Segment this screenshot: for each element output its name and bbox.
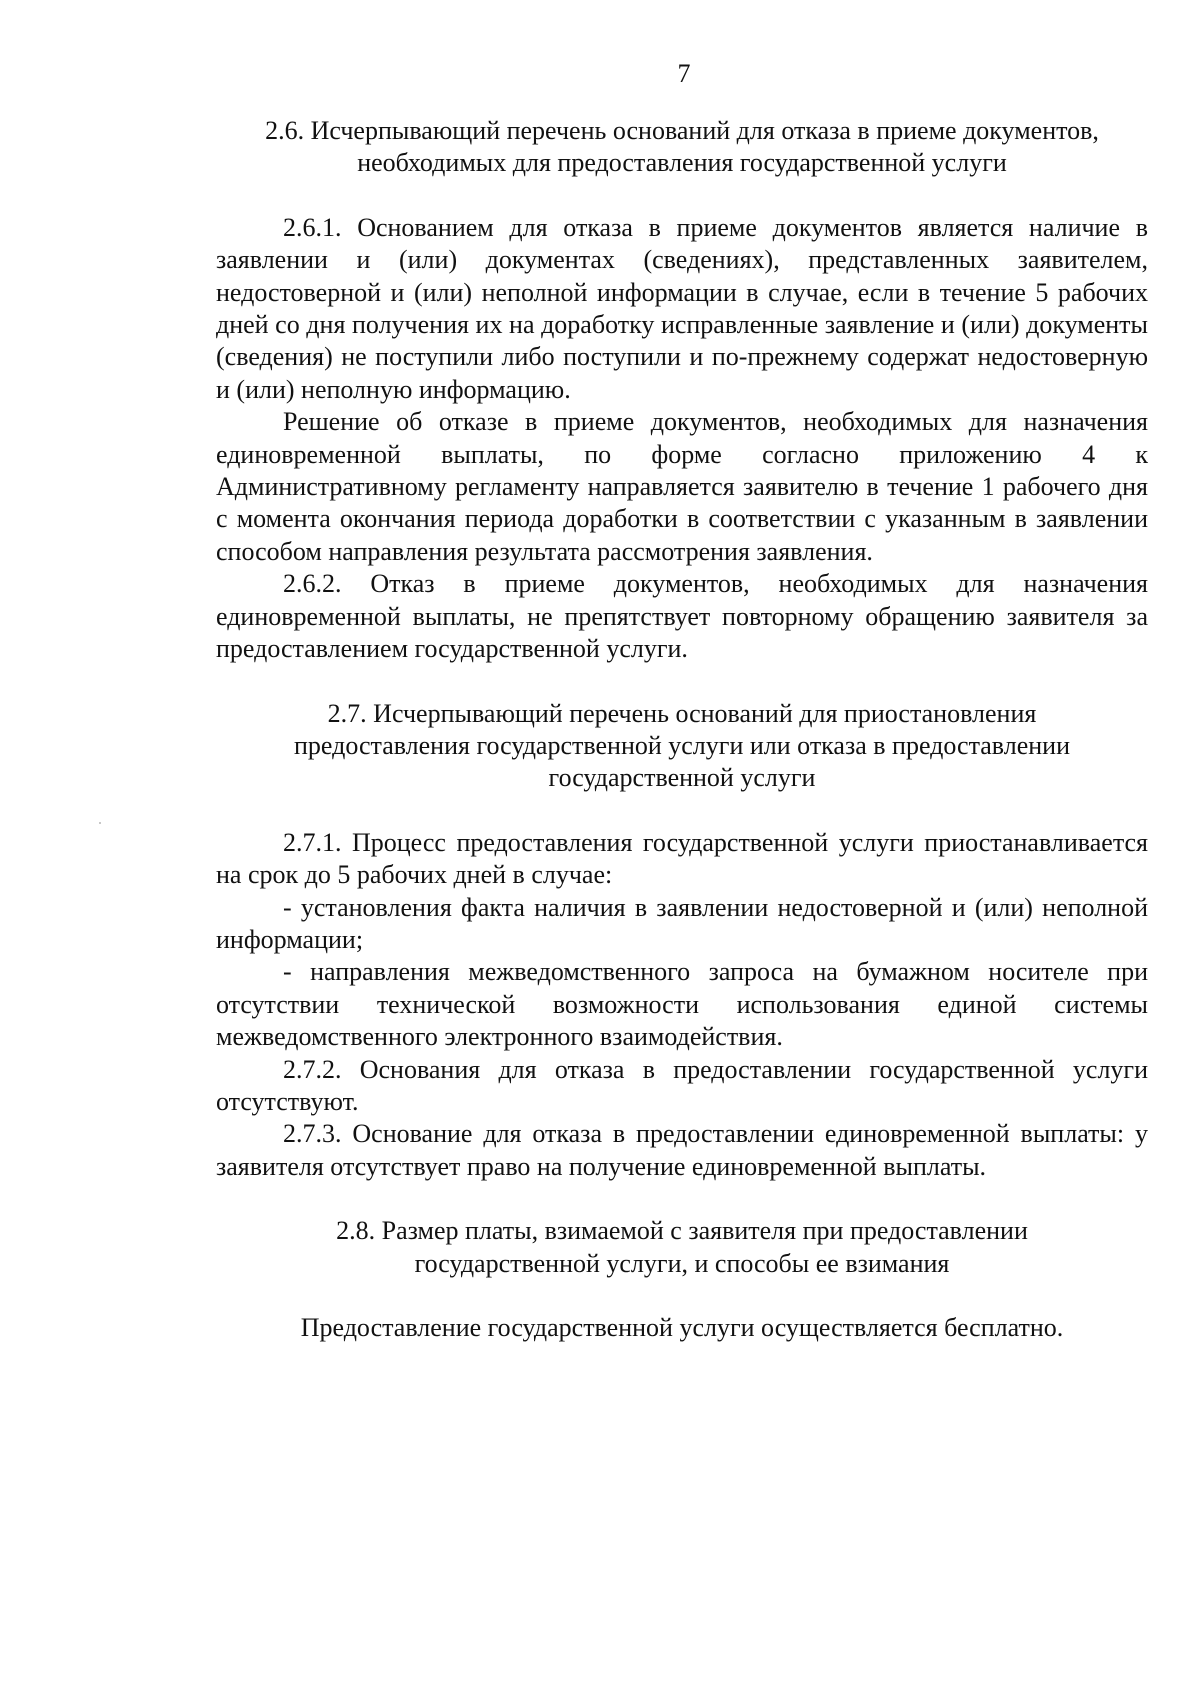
page-number: 7 [677, 59, 691, 88]
list-item-interagency-request: - направления межведомственного запроса на бумажном носителе при отсутствии технической возможности использования единой системы межведомственного электронного взаимодействия. [216, 957, 1148, 1052]
list-item-incorrect-information: - установления факта наличия в заявлении недостоверной и (или) неполной информации; [216, 892, 1148, 954]
section-2-8-title-line-2: государственной услуги, и способы ее взимания [414, 1248, 950, 1278]
scan-margin-speck [99, 822, 101, 824]
paragraph-2-7-3: 2.7.3. Основание для отказа в предоставлении единовременной выплаты: у заявителя отсутствует право на получение единовременной выплаты. [216, 1119, 1148, 1181]
section-2-6-title [216, 115, 1148, 180]
section-2-7-title-line-2: предоставления государственной услуги или отказа в предоставлении [293, 730, 1070, 760]
section-2-6-title-line-1: 2.6. Исчерпывающий перечень оснований для отказа в приеме документов, [265, 116, 1099, 145]
section-2-8-title [216, 1215, 1148, 1280]
section-2-7-title [216, 698, 1148, 795]
paragraph-2-6-1-decision: Решение об отказе в приеме документов, необходимых для назначения единовременной выплаты, по форме согласно приложению 4 к Административному регламенту направляется заявителю в течение 1 рабочего дня с момента окончания периода доработки в соответствии с указанным в заявлении способом направления результата рассмотрения заявления. [216, 407, 1148, 566]
paragraph-2-7-2: 2.7.2. Основания для отказа в предоставлении государственной услуги отсутствуют. [216, 1054, 1148, 1116]
section-2-8-title-line-1: 2.8. Размер платы, взимаемой с заявителя при предоставлении [336, 1216, 1028, 1246]
document-body [216, 115, 1148, 1344]
section-2-7-title-line-3: государственной услуги [548, 763, 816, 793]
section-2-7-title-line-1: 2.7. Исчерпывающий перечень оснований для приостановления [327, 698, 1037, 728]
paragraph-2-6-1: 2.6.1. Основанием для отказа в приеме документов является наличие в заявлении и (или) документах (сведениях), представленных заявителем, недостоверной и (или) неполной информации в случае, если в течение 5 рабочих дней со дня получения их на доработку исправленные заявление и (или) документы (сведения) не поступили либо поступили и по-прежнему содержат недостоверную и (или) неполную информацию. [216, 212, 1148, 404]
paragraph-2-6-2: 2.6.2. Отказ в приеме документов, необходимых для назначения единовременной выплаты, не препятствует повторному обращению заявителя за предоставлением государственной услуги. [216, 569, 1148, 664]
paragraph-2-8-free-of-charge: Предоставление государственной услуги осуществляется бесплатно. [300, 1313, 1064, 1342]
section-2-6-title-line-2: необходимых для предоставления государственной услуги [357, 148, 1007, 178]
paragraph-2-7-1: 2.7.1. Процесс предоставления государственной услуги приостанавливается на срок до 5 рабочих дней в случае: [216, 827, 1148, 890]
